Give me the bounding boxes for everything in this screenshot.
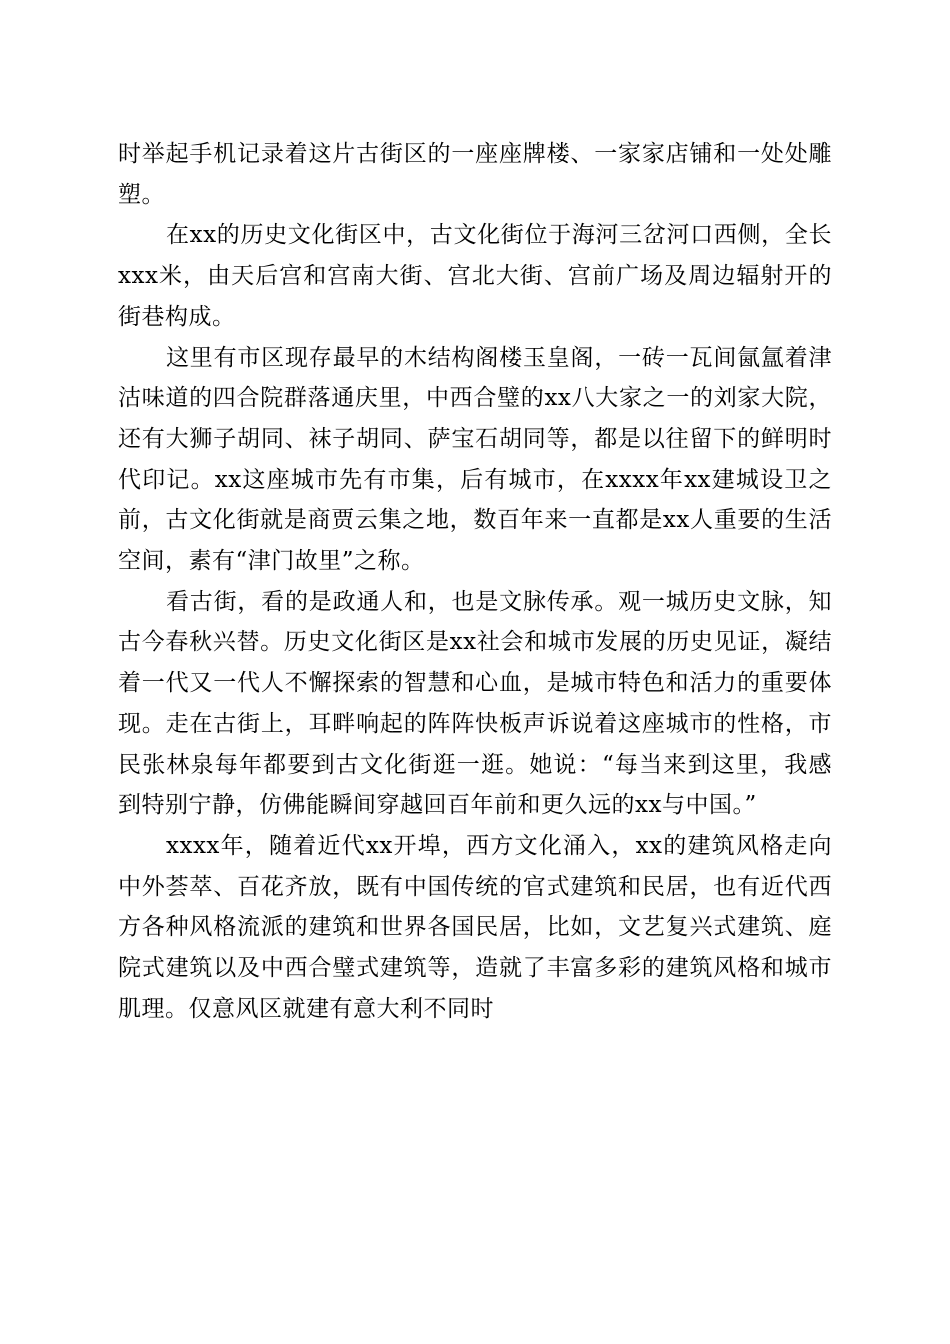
paragraph-street-location: 在xx的历史文化街区中，古文化街位于海河三岔河口西侧，全长xxx米，由天后宫和宫南大街、宫北大街、宫前广场及周边辐射开的街巷构成。	[118, 222, 832, 330]
paragraph-architecture-styles: xxxx年，随着近代xx开埠，西方文化涌入，xx的建筑风格走向中外荟萃、百花齐放，既有中国传统的官式建筑和民居，也有近代西方各种风格流派的建筑和世界各国民居，比如，文艺复兴式建筑、庭院式建筑以及中西合璧式建筑等，造就了丰富多彩的建筑风格和城市肌理。仅意风区就建有意大利不同时	[118, 832, 832, 1022]
paragraph-continuation: 时举起手机记录着这片古街区的一座座牌楼、一家家店铺和一处处雕塑。	[118, 141, 832, 208]
paragraph-historic-sites: 这里有市区现存最早的木结构阁楼玉皇阁，一砖一瓦间氤氲着津沽味道的四合院群落通庆里，中西合璧的xx八大家之一的刘家大院，还有大狮子胡同、袜子胡同、萨宝石胡同等，都是以往留下的鲜明时代印记。xx这座城市先有市集，后有城市，在xxxx年xx建城设卫之前，古文化街就是商贾云集之地，数百年来一直都是xx人重要的生活空间，素有“津门故里”之称。	[118, 344, 832, 575]
document-body	[118, 134, 832, 1029]
paragraph-cultural-heritage: 看古街，看的是政通人和，也是文脉传承。观一城历史文脉，知古今春秋兴替。历史文化街区是xx社会和城市发展的历史见证，凝结着一代又一代人不懈探索的智慧和心血，是城市特色和活力的重要体现。走在古街上，耳畔响起的阵阵快板声诉说着这座城市的性格，市民张林泉每年都要到古文化街逛一逛。她说：“每当来到这里，我感到特别宁静，仿佛能瞬间穿越回百年前和更久远的xx与中国。”	[118, 588, 832, 819]
